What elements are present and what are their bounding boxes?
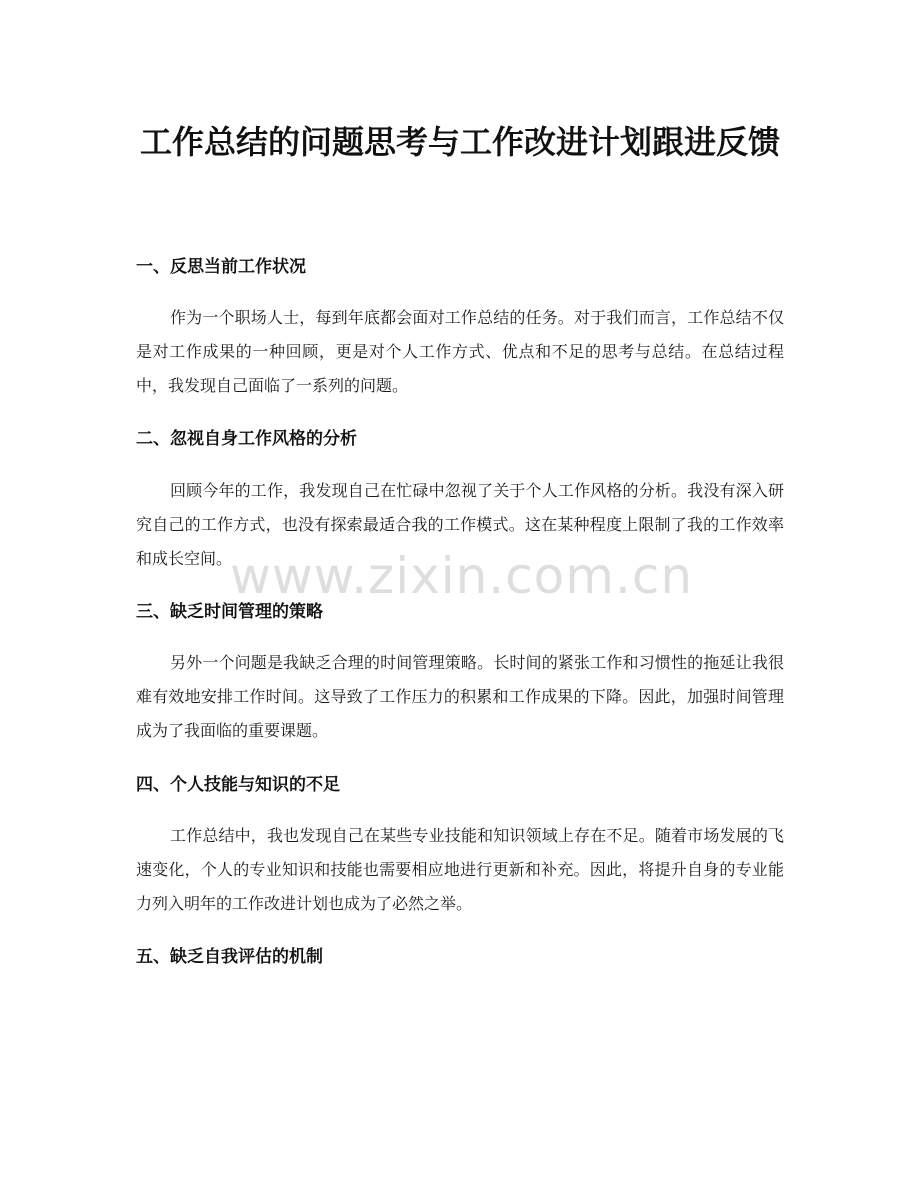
section-heading-5: 五、缺乏自我评估的机制 (136, 947, 323, 967)
document-title: 工作总结的问题思考与工作改进计划跟进反馈 (139, 123, 780, 161)
section-heading-4: 四、个人技能与知识的不足 (136, 775, 340, 795)
watermark: www.zixin.com.cn (230, 547, 694, 605)
section-paragraph-3: 另外一个问题是我缺乏合理的时间管理策略。长时间的紧张工作和习惯性的拖延让我很难有效地安排工作时间。这导致了工作压力的积累和工作成果的下降。因此，加强时间管理成为了我面临的重要课题。 (136, 653, 784, 740)
section-paragraph-1: 作为一个职场人士，每到年底都会面对工作总结的任务。对于我们而言，工作总结不仅是对工作成果的一种回顾，更是对个人工作方式、优点和不足的思考与总结。在总结过程中，我发现自己面临了一系列的问题。 (136, 308, 784, 395)
section-heading-3: 三、缺乏时间管理的策略 (136, 602, 323, 622)
section-heading-2: 二、忽视自身工作风格的分析 (136, 429, 357, 449)
section-paragraph-4: 工作总结中，我也发现自己在某些专业技能和知识领域上存在不足。随着市场发展的飞速变化，个人的专业知识和技能也需要相应地进行更新和补充。因此，将提升自身的专业能力列入明年的工作改进计划也成为了必然之举。 (136, 826, 784, 913)
section-heading-1: 一、反思当前工作状况 (136, 257, 306, 277)
section-paragraph-2: 回顾今年的工作，我发现自己在忙碌中忽视了关于个人工作风格的分析。我没有深入研究自己的工作方式，也没有探索最适合我的工作模式。这在某种程度上限制了我的工作效率和成长空间。 (136, 481, 784, 568)
